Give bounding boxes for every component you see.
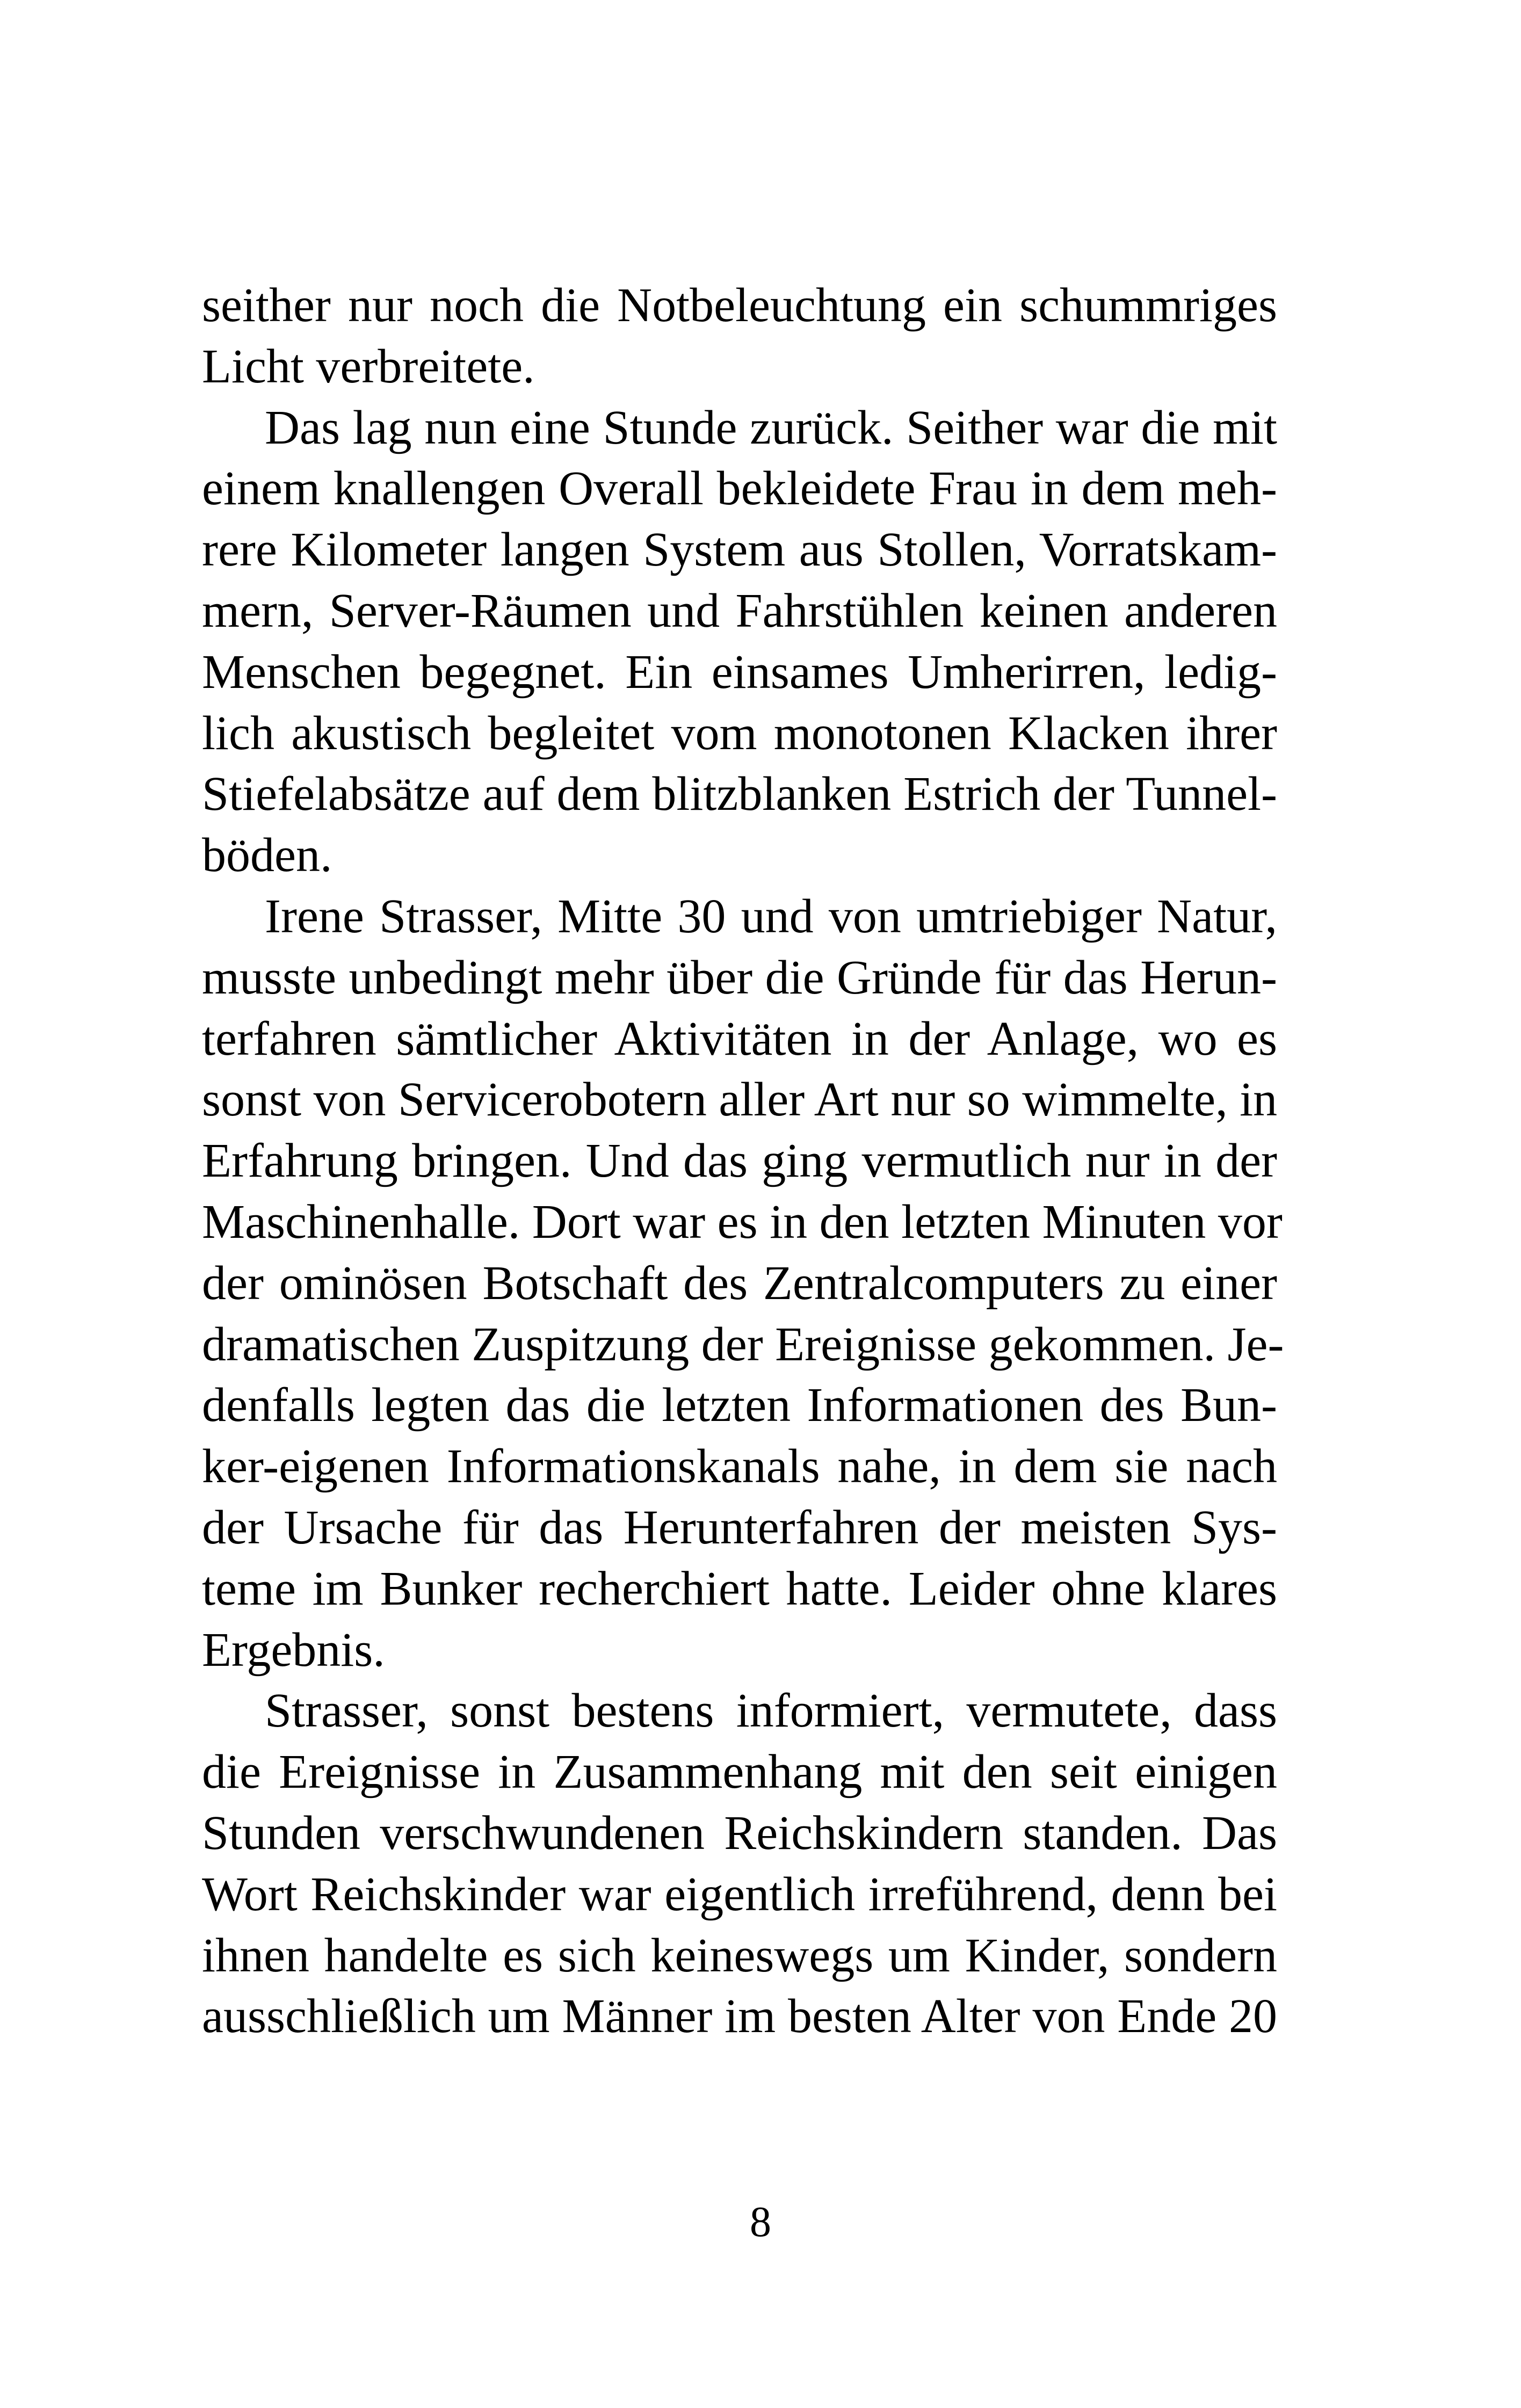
text-line: seither nur noch die Notbeleuchtung ein schummriges [202,279,1277,332]
paragraph-first-line: Irene Strasser, Mitte 30 und von umtriebiger Natur, [265,889,1277,943]
text-line: teme im Bunker recherchiert hatte. Leider ohne klares [202,1562,1277,1615]
text-line: denfalls legten das die letzten Informationen des Bun- [202,1379,1277,1432]
text-line: ihnen handelte es sich keineswegs um Kinder, sondern [202,1928,1277,1982]
text-line: der Ursache für das Herunterfahren der meisten Sys- [202,1500,1277,1554]
text-line: Menschen begegnet. Ein einsames Umherirren, ledig- [202,645,1277,699]
page-number: 8 [750,2199,771,2246]
text-line: Stunden verschwundenen Reichskindern standen. Das [202,1806,1277,1860]
text-line: ausschließlich um Männer im besten Alter von Ende 20 [202,1990,1277,2043]
text-line: böden. [202,829,332,882]
text-line: der ominösen Botschaft des Zentralcomputers zu einer [202,1256,1277,1310]
text-line: Licht verbreitete. [202,339,535,393]
text-line: Wort Reichskinder war eigentlich irreführend, denn bei [202,1867,1277,1921]
text-line: sonst von Servicerobotern aller Art nur so wimmelte, in [202,1073,1278,1127]
text-line: ker-eigenen Informationskanals nahe, in dem sie nach [202,1440,1277,1493]
text-line: musste unbedingt mehr über die Gründe für das Herun- [202,951,1277,1004]
text-line: die Ereignisse in Zusammenhang mit den seit einigen [202,1745,1277,1799]
text-line: mern, Server-Räumen und Fahrstühlen keinen anderen [202,584,1277,637]
text-line: Ergebnis. [202,1623,385,1677]
text-line: terfahren sämtlicher Aktivitäten in der Anlage, wo es [202,1012,1277,1065]
text-line: dramatischen Zuspitzung der Ereignisse gekommen. Je- [202,1317,1284,1371]
text-line: Stiefelabsätze auf dem blitzblanken Estrich der Tunnel- [202,767,1277,821]
text-line: lich akustisch begleitet vom monotonen Klacken ihrer [202,706,1277,760]
paragraph-first-line: Das lag nun eine Stunde zurück. Seither war die mit [265,401,1277,454]
body-text [202,275,1284,2047]
text-line: einem knallengen Overall bekleidete Frau in dem meh- [202,462,1277,516]
text-line: rere Kilometer langen System aus Stollen, Vorratskam- [202,523,1277,577]
text-line: Maschinenhalle. Dort war es in den letzten Minuten vor [202,1195,1283,1249]
paragraph-first-line: Strasser, sonst bestens informiert, vermutete, dass [265,1684,1277,1738]
text-line: Erfahrung bringen. Und das ging vermutlich nur in der [202,1134,1277,1188]
